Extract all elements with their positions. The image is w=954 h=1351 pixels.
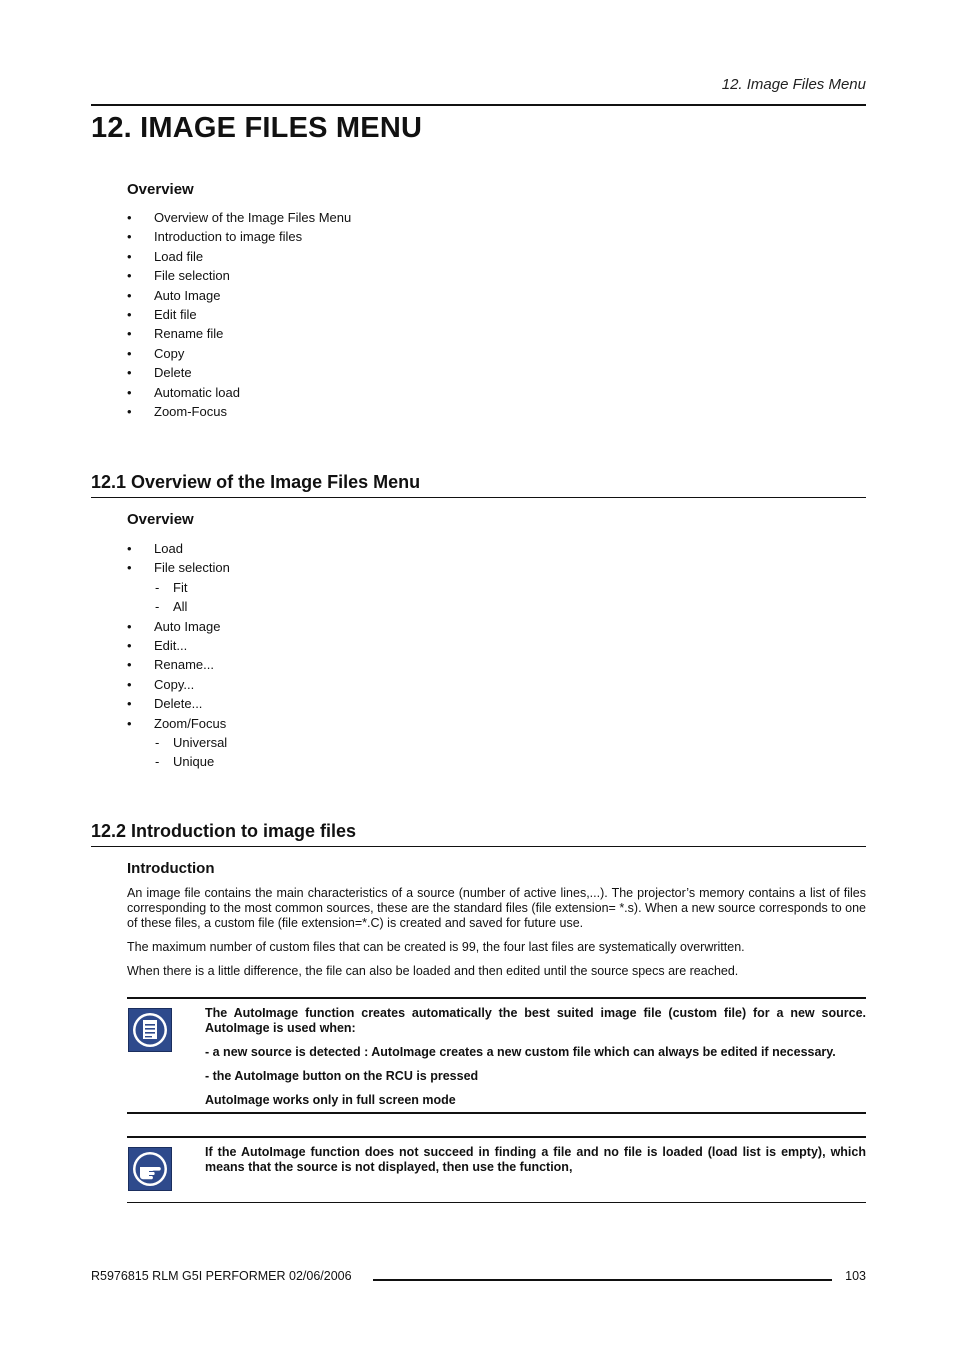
chapter-title: 12. IMAGE FILES MENU xyxy=(91,112,423,144)
footer-rule xyxy=(373,1279,832,1281)
note-rule-top xyxy=(127,997,866,999)
sub-list-item: - Unique xyxy=(155,754,215,770)
list-item[interactable]: • Auto Image xyxy=(127,287,221,303)
list-item[interactable]: • Edit file xyxy=(127,306,197,322)
list-item[interactable]: • Load file xyxy=(127,248,204,264)
introduction-heading: Introduction xyxy=(127,860,215,877)
list-item[interactable]: • Copy xyxy=(127,345,185,361)
list-item[interactable]: • Rename file xyxy=(127,326,224,342)
section-rule xyxy=(91,846,866,847)
manual-load-tip: If the AutoImage function does not succeed in finding a file and no file is loaded (load list is empty), which means that the source is not displayed, then use the function, xyxy=(205,1145,866,1174)
menu-structure-list xyxy=(127,539,827,772)
list-item: • Delete... xyxy=(127,696,203,712)
sub-list-item: - All xyxy=(155,599,188,615)
list-item: • Copy... xyxy=(127,676,195,692)
custom-files-paragraph: The maximum number of custom files that can be created is 99, the four last files are systematically overwritten. xyxy=(127,940,745,954)
page-number: 103 xyxy=(845,1269,866,1283)
note-icon xyxy=(128,1008,172,1052)
intro-paragraph: An image file contains the main characteristics of a source (number of active lines,...). The projector’s memory contains a list of files corresponding to the most common sources, these are the standard files (file extension= *.s). When a new source corresponds to one of these files, a custom file (file extension=*.C) is created and saved for future use. xyxy=(127,886,866,930)
list-item[interactable]: • Introduction to image files xyxy=(127,229,303,245)
section-12-2-title: 12.2 Introduction to image files xyxy=(91,821,357,841)
tip-rule-bottom xyxy=(127,1202,866,1203)
chapter-contents-list xyxy=(127,208,827,421)
list-item: • Rename... xyxy=(127,657,214,673)
list-item: • Load xyxy=(127,541,183,556)
section-12-1-title: 12.1 Overview of the Image Files Menu xyxy=(91,472,421,492)
list-item: • Edit... xyxy=(127,637,188,653)
running-header: 12. Image Files Menu xyxy=(721,76,866,93)
note-rule-bottom xyxy=(127,1112,866,1114)
list-item[interactable]: • Automatic load xyxy=(127,384,240,400)
tip-rule-top xyxy=(127,1136,866,1138)
footer-doc-info: R5976815 RLM G5I PERFORMER 02/06/2006 xyxy=(91,1269,352,1283)
list-item[interactable]: • Delete xyxy=(127,365,192,381)
autoimage-note: The AutoImage function creates automatically the best suited image file (custom file) for a new source. AutoImage is used when: - a new source is detected : AutoImage creates a new custom file which can always be edited if necessary. - the AutoImage button on the RCU is pressed AutoImage works only in full screen mode xyxy=(205,1006,866,1107)
header-rule xyxy=(91,104,866,106)
pointing-hand-icon xyxy=(128,1147,172,1191)
section-12-1-overview-heading: Overview xyxy=(127,511,194,528)
sub-list-item: - Fit xyxy=(155,579,188,595)
sub-list-item: - Universal xyxy=(155,734,228,750)
section-rule xyxy=(91,497,866,498)
list-item[interactable]: • Overview of the Image Files Menu xyxy=(127,210,352,225)
edit-paragraph: When there is a little difference, the file can also be loaded and then edited until the source specs are reached. xyxy=(127,964,739,978)
list-item: • Zoom/Focus xyxy=(127,715,227,731)
list-item: • Auto Image xyxy=(127,618,221,634)
list-item[interactable]: • Zoom-Focus xyxy=(127,403,227,419)
list-item[interactable]: • File selection xyxy=(127,268,230,284)
overview-heading: Overview xyxy=(127,181,194,198)
list-item: • File selection xyxy=(127,560,230,576)
